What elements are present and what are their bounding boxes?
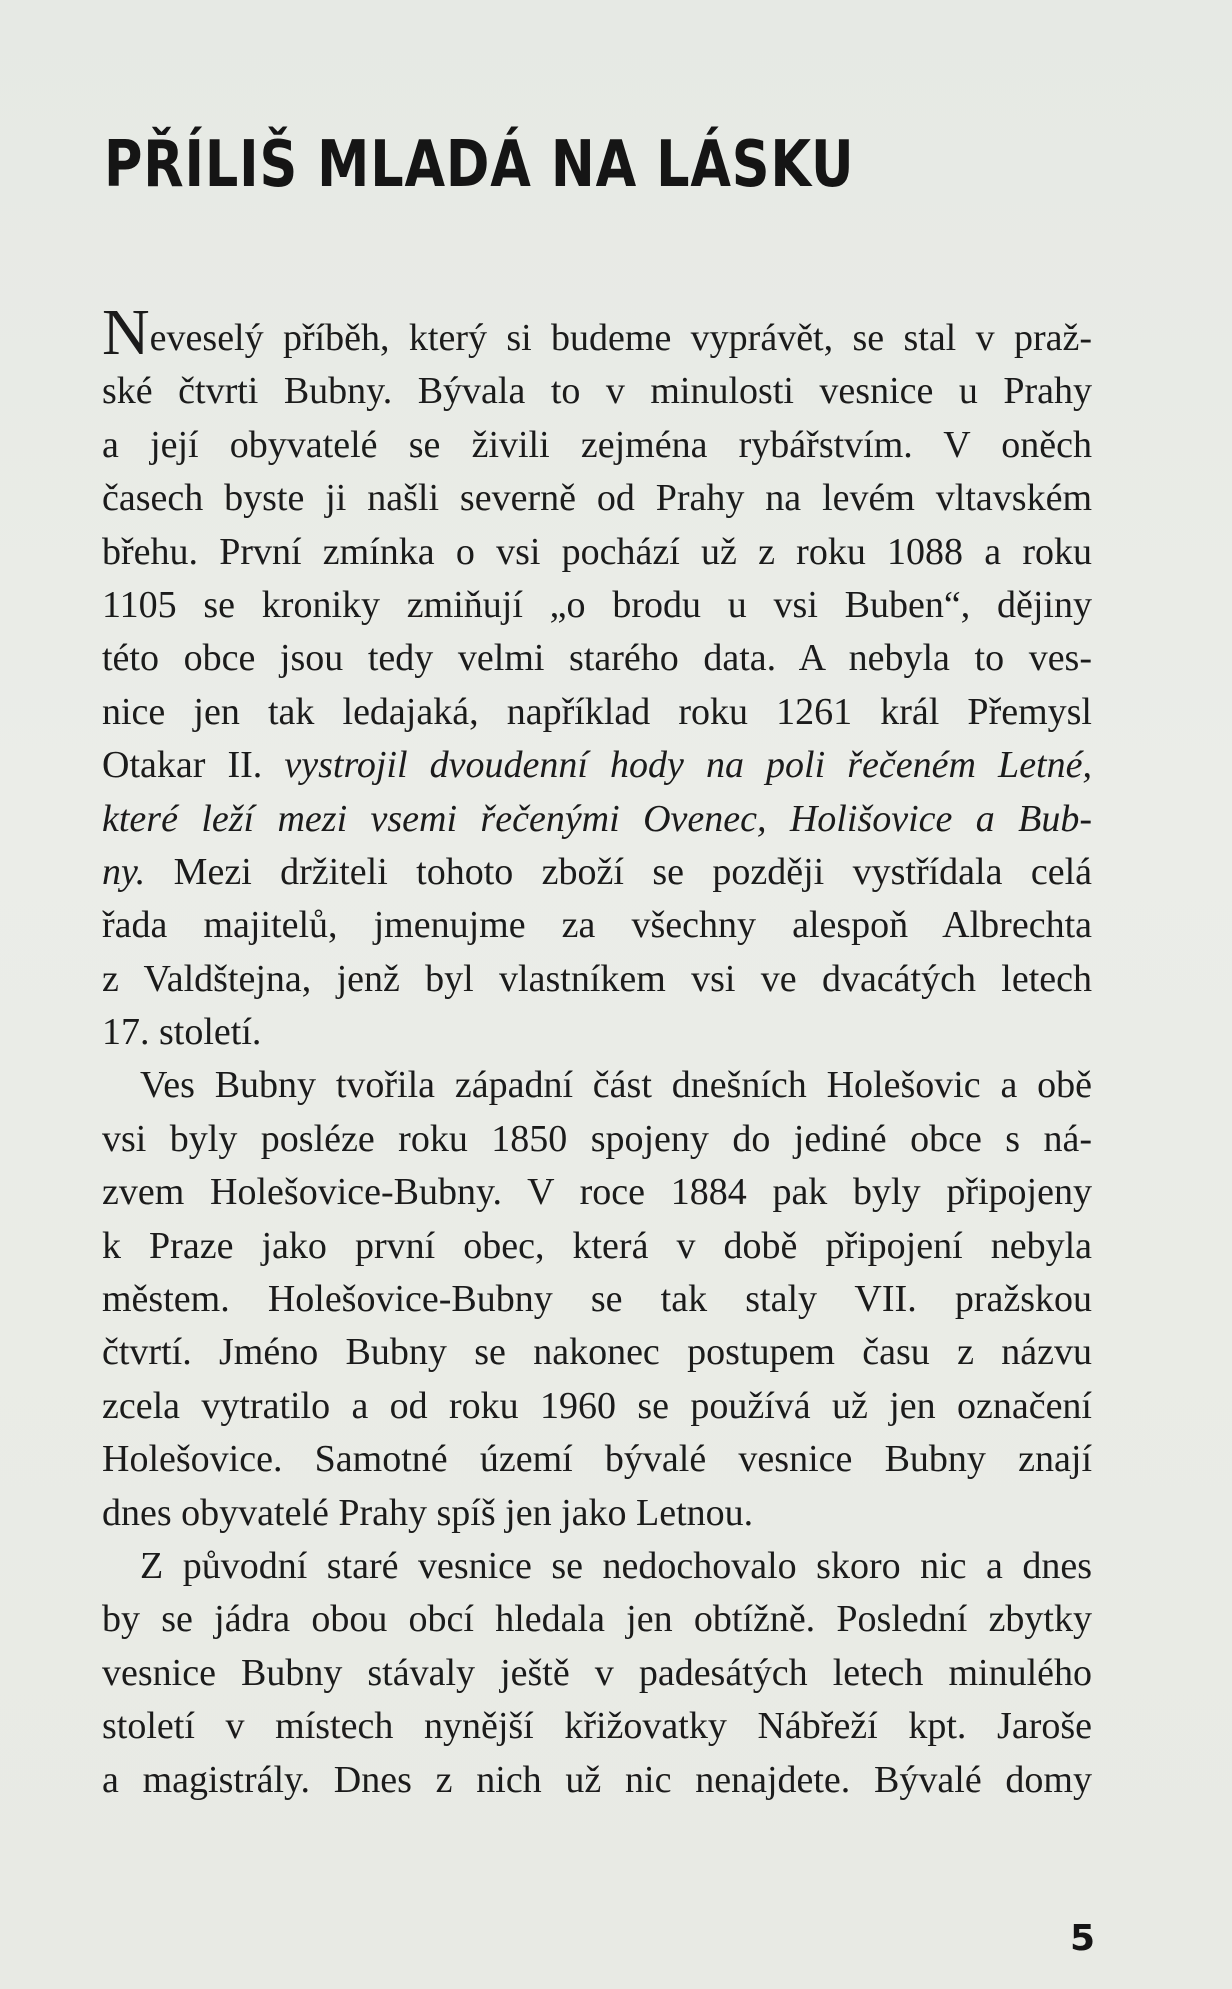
text-run: z Valdštejna, jenž byl vlastníkem vsi ve dvacátých letech [102, 957, 1092, 1000]
text-run: ské čtvrti Bubny. Bývala to v minulosti vesnice u Prahy [102, 370, 1092, 413]
text-run: vsi byly posléze roku 1850 spojeny do jediné obce s ná- [102, 1117, 1092, 1160]
text-run: Z původní staré vesnice se nedochovalo skoro nic a dnes [140, 1544, 1092, 1587]
text-run: by se jádra obou obcí hledala jen obtížně. Poslední zbytky [102, 1598, 1092, 1641]
italic-quote: vystrojil dvoudenní hody na poli řečeném Letné, [284, 744, 1092, 787]
text-line [102, 1380, 1092, 1433]
text-line [102, 1166, 1092, 1219]
text-run: a její obyvatelé se živili zejména rybářstvím. V oněch [102, 423, 1092, 466]
text-run: Holešovice. Samotné území bývalé vesnice Bubny znají [102, 1438, 1092, 1481]
drop-cap: N [102, 296, 150, 369]
text-run: eveselý příběh, který si budeme vyprávět, se stal v praž- [149, 317, 1092, 359]
text-line [102, 686, 1092, 739]
text-run: Mezi držiteli tohoto zboží se později vystřídala celá [145, 850, 1092, 893]
text-line [102, 1700, 1092, 1753]
text-line [102, 472, 1092, 525]
text-line [102, 1220, 1092, 1273]
text-run: dnes obyvatelé Prahy spíš jen jako Letnou. [102, 1491, 754, 1534]
chapter-title: PŘÍLIŠ MLADÁ NA LÁSKU [104, 128, 855, 202]
italic-quote: které leží mezi vsemi řečenými Ovenec, Holišovice a Bub- [102, 797, 1092, 840]
text-run: řada majitelů, jmenujme za všechny alespoň Albrechta [102, 904, 1092, 947]
text-line [102, 1540, 1092, 1593]
chapter-body [102, 296, 1092, 1807]
text-run: zvem Holešovice-Bubny. V roce 1884 pak byly připojeny [102, 1171, 1092, 1214]
text-line [102, 419, 1092, 472]
text-line [102, 1433, 1092, 1486]
text-run: městem. Holešovice-Bubny se tak staly VII. pražskou [102, 1278, 1092, 1321]
text-line [102, 1006, 1092, 1059]
text-line [102, 899, 1092, 952]
text-line [102, 846, 1092, 899]
text-line [102, 1113, 1092, 1166]
text-line [102, 1059, 1092, 1112]
text-run: Otakar II. [102, 744, 285, 787]
text-run: nice jen tak ledajaká, například roku 1261 král Přemysl [102, 690, 1092, 733]
text-run: této obce jsou tedy velmi starého data. A nebyla to ves- [102, 637, 1092, 680]
text-run: století v místech nynější křižovatky Nábřeží kpt. Jaroše [102, 1705, 1092, 1748]
text-line [102, 1593, 1092, 1646]
text-line [102, 365, 1092, 418]
text-line [102, 1273, 1092, 1326]
text-run: břehu. První zmínka o vsi pochází už z roku 1088 a roku [102, 530, 1092, 573]
text-run: vesnice Bubny stávaly ještě v padesátých letech minulého [102, 1651, 1092, 1694]
text-run: k Praze jako první obec, která v době připojení nebyla [102, 1224, 1092, 1267]
text-line [102, 953, 1092, 1006]
text-line [102, 793, 1092, 846]
text-line [102, 1487, 1092, 1540]
italic-quote: ny. [102, 850, 146, 893]
text-run: čtvrtí. Jméno Bubny se nakonec postupem času z názvu [102, 1331, 1092, 1374]
text-run: časech byste ji našli severně od Prahy na levém vltavském [102, 477, 1092, 520]
text-run: 1105 se kroniky zmiňují „o brodu u vsi Buben“, dějiny [102, 583, 1092, 626]
text-line [102, 739, 1092, 792]
text-run: zcela vytratilo a od roku 1960 se používá už jen označení [102, 1384, 1092, 1427]
text-line [102, 1647, 1092, 1700]
text-line [102, 1754, 1092, 1807]
text-line [102, 579, 1092, 632]
text-line [102, 632, 1092, 685]
text-line [102, 1326, 1092, 1379]
text-line [102, 296, 1092, 369]
text-run: a magistrály. Dnes z nich už nic nenajdete. Bývalé domy [102, 1758, 1092, 1801]
page-number: 5 [1070, 1918, 1096, 1959]
text-run: Ves Bubny tvořila západní část dnešních Holešovic a obě [140, 1064, 1092, 1107]
text-line [102, 526, 1092, 579]
text-run: 17. století. [102, 1011, 262, 1054]
